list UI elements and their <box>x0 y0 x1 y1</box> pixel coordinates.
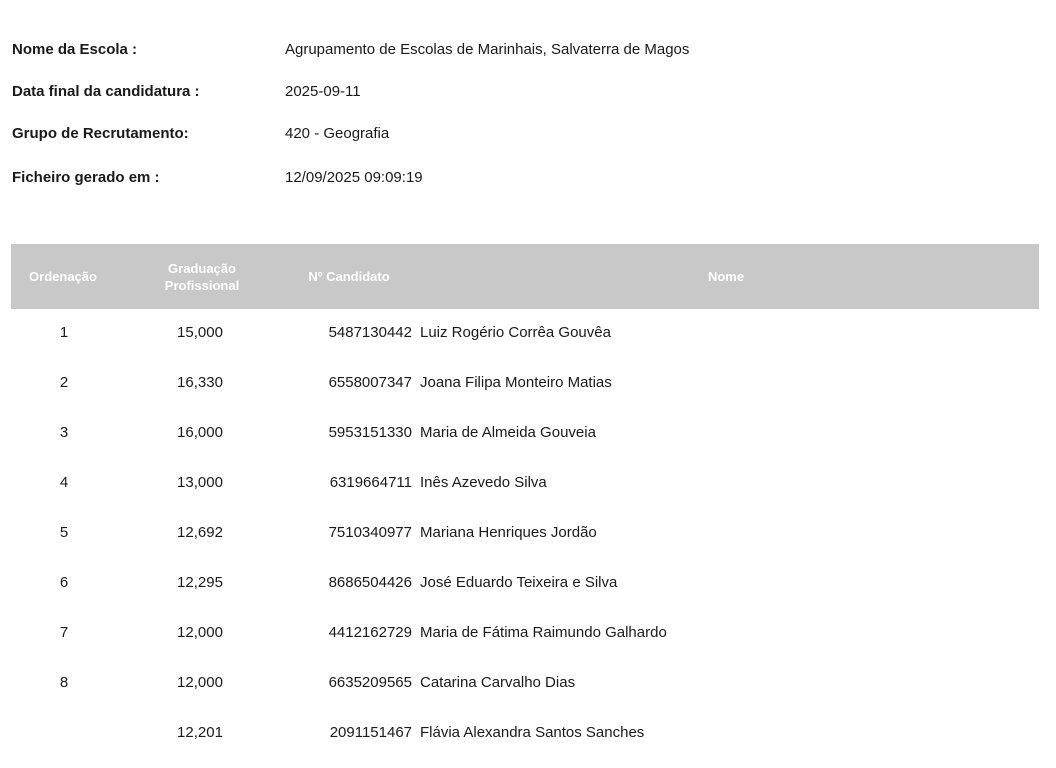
cell-graduacao: 12,201 <box>177 724 223 741</box>
cell-graduacao: 15,000 <box>177 324 223 341</box>
table-header <box>11 244 1039 309</box>
column-header-nome <box>651 244 801 309</box>
cell-ordenacao: 2 <box>59 374 69 391</box>
cell-graduacao: 12,295 <box>177 574 223 591</box>
cell-candidato: 7510340977 <box>328 524 412 541</box>
cell-candidato: 5953151330 <box>328 424 412 441</box>
column-header-ordenacao <box>11 244 115 309</box>
cell-nome: Flávia Alexandra Santos Sanches <box>420 724 645 741</box>
cell-ordenacao: 7 <box>59 624 69 641</box>
cell-graduacao: 16,330 <box>177 374 223 391</box>
cell-ordenacao: 8 <box>59 674 69 691</box>
cell-graduacao: 12,692 <box>177 524 223 541</box>
table-row <box>0 721 1056 745</box>
meta-value: 12/09/2025 09:09:19 <box>285 169 423 186</box>
table-row <box>0 471 1056 495</box>
cell-candidato: 8686504426 <box>328 574 412 591</box>
cell-candidato: 5487130442 <box>328 324 412 341</box>
column-header-label: Ordenação <box>29 269 97 284</box>
table-row <box>0 321 1056 345</box>
column-header-graduacao <box>147 244 257 309</box>
meta-row-deadline <box>12 81 1012 103</box>
meta-label: Ficheiro gerado em : <box>12 169 160 186</box>
table-row <box>0 571 1056 595</box>
cell-graduacao: 13,000 <box>177 474 223 491</box>
table-row <box>0 421 1056 445</box>
meta-label: Grupo de Recrutamento: <box>12 125 189 142</box>
cell-nome: Catarina Carvalho Dias <box>420 674 576 691</box>
cell-nome: Maria de Almeida Gouveia <box>420 424 596 441</box>
cell-graduacao: 16,000 <box>177 424 223 441</box>
cell-graduacao: 12,000 <box>177 624 223 641</box>
cell-nome: Inês Azevedo Silva <box>420 474 547 491</box>
cell-ordenacao: 6 <box>59 574 69 591</box>
cell-nome: Joana Filipa Monteiro Matias <box>420 374 612 391</box>
meta-row-group <box>12 123 1012 145</box>
table-row <box>0 671 1056 695</box>
table-row <box>0 521 1056 545</box>
meta-value: 2025-09-11 <box>285 83 361 100</box>
cell-candidato: 6319664711 <box>329 474 412 491</box>
cell-ordenacao: 1 <box>59 324 69 341</box>
cell-ordenacao: 3 <box>59 424 69 441</box>
table-row <box>0 621 1056 645</box>
cell-nome: Mariana Henriques Jordão <box>420 524 597 541</box>
meta-row-school <box>12 39 1012 61</box>
column-header-label: Profissional <box>164 277 240 293</box>
cell-nome: Maria de Fátima Raimundo Galhardo <box>420 624 667 641</box>
meta-row-generated <box>12 167 1012 189</box>
cell-ordenacao: 4 <box>59 474 69 491</box>
cell-candidato: 6558007347 <box>328 374 412 391</box>
meta-label: Nome da Escola : <box>12 41 138 58</box>
cell-candidato: 2091151467 <box>329 724 412 741</box>
cell-candidato: 4412162729 <box>328 624 412 641</box>
meta-label: Data final da candidatura : <box>12 83 200 100</box>
cell-nome: José Eduardo Teixeira e Silva <box>420 574 618 591</box>
column-header-label: Graduação <box>168 260 236 276</box>
cell-candidato: 6635209565 <box>328 674 412 691</box>
column-header-label: Nome <box>707 269 745 284</box>
meta-value: Agrupamento de Escolas de Marinhais, Salvaterra de Magos <box>285 41 690 58</box>
cell-ordenacao: 5 <box>59 524 69 541</box>
column-header-label: Nº Candidato <box>308 269 390 284</box>
meta-value: 420 - Geografia <box>285 125 390 142</box>
table-row <box>0 371 1056 395</box>
cell-nome: Luiz Rogério Corrêa Gouvêa <box>420 324 611 341</box>
cell-graduacao: 12,000 <box>177 674 223 691</box>
column-header-candidato <box>289 244 409 309</box>
